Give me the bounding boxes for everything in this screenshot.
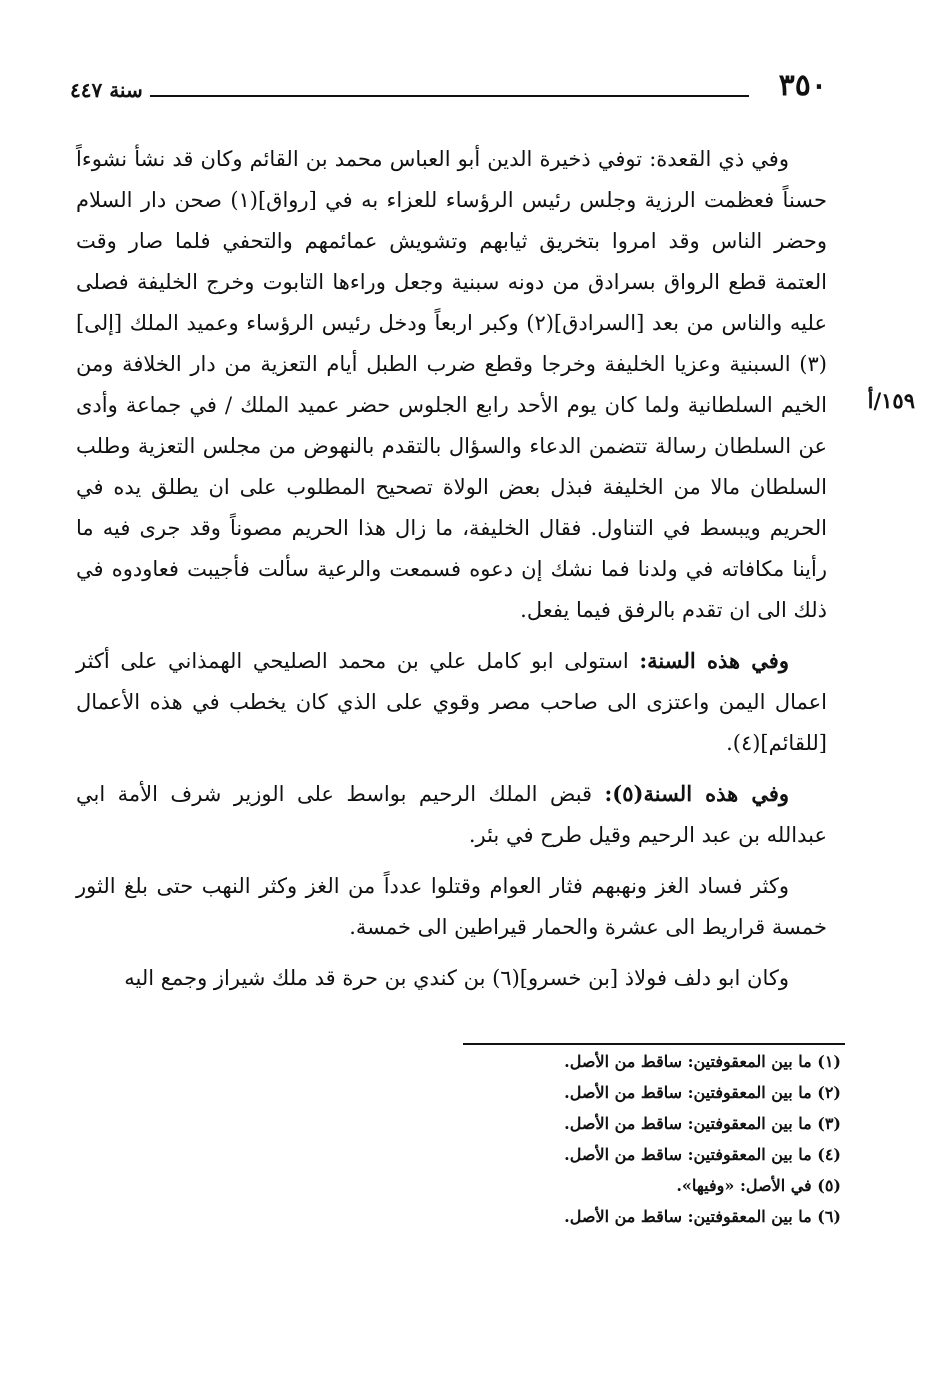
header-rule [150, 95, 749, 97]
paragraph-lead: وفي هذه السنة: [639, 648, 789, 673]
paragraph-text: قبض الملك الرحيم بواسط على الوزير شرف الأمة ابي عبدالله بن عبد الرحيم وقيل طرح في بئر. [76, 782, 827, 847]
main-text [76, 138, 827, 999]
paragraph-4 [76, 865, 827, 948]
footnote-5: (٥) في الأصل: «وفيها». [676, 1176, 841, 1195]
footnote-2: (٢) ما بين المعقوفتين: ساقط من الأصل. [564, 1083, 841, 1102]
paragraph-2 [76, 640, 827, 764]
footnote-6: (٦) ما بين المعقوفتين: ساقط من الأصل. [564, 1207, 841, 1226]
footnote-4: (٤) ما بين المعقوفتين: ساقط من الأصل. [564, 1145, 841, 1164]
paragraph-lead: وفي هذه السنة(٥): [604, 781, 790, 806]
paragraph-text: وكان ابو دلف فولاذ [بن خسرو](٦) بن كندي بن حرة قد ملك شيراز وجمع اليه [124, 966, 789, 990]
running-header [70, 68, 827, 108]
paragraph-text: وكثر فساد الغز ونهبهم فثار العوام وقتلوا عدداً من الغز وكثر النهب حتى بلغ الثور خمسة قراريط الى عشرة والحمار قيراطين الى خمسة. [76, 874, 827, 939]
page-number: ٣٥٠ [778, 68, 827, 103]
footnotes [421, 1046, 841, 1232]
footnote-1: (١) ما بين المعقوفتين: ساقط من الأصل. [564, 1052, 841, 1071]
footnote-rule [463, 1043, 845, 1045]
paragraph-5 [76, 957, 827, 999]
paragraph-text: وفي ذي القعدة: توفي ذخيرة الدين أبو العباس محمد بن القائم وكان قد نشأ نشوءاً حسناً فعظمت الرزية وجلس رئيس الرؤساء للعزاء به في [رواق](١) صحن دار السلام وحضر الناس وقد امروا بتخريق ثيابهم وتشويش عمائمهم والتحفي فلما صار وقت العتمة قطع الرواق بسرادق من دونه سبنية وجعل وراءها التابوت وخرج الخليفة فصلى عليه والناس من بعد [السرادق](٢) وكبر اربعاً ودخل رئيس الرؤساء وعميد الملك [إلى](٣) السبنية وعزيا الخليفة وخرجا وقطع ضرب الطبل أيام التعزية من دار الخلافة ومن الخيم السلطانية ولما كان يوم الأحد رابع الجلوس حضر عميد الملك / في جماعة وأدى عن السلطان رسالة تتضمن الدعاء والسؤال بالتقدم بالنهوض من مجلس التعزية وطلب السلطان مالا من الخليفة فبذل بعض الولاة تصحيح المطلوب على ان يطلق يده في الحريم ويبسط في التناول. فقال الخليفة، ما زال هذا الحريم مصوناً وقد جرى فيه ما رأينا مكافاته في ولدنا فما نشك إن دعوه فسمعت والرعية سألت فأجيبت فعاودوه في ذلك الى ان تقدم بالرفق فيما يفعل. [76, 147, 828, 622]
paragraph-1 [76, 138, 827, 631]
manuscript-folio-marker: ١٥٩/أ [867, 388, 915, 413]
footnote-3: (٣) ما بين المعقوفتين: ساقط من الأصل. [564, 1114, 841, 1133]
paragraph-text: استولى ابو كامل علي بن محمد الصليحي الهمذاني على أكثر اعمال اليمن واعتزى الى صاحب مصر وقوي على الذي كان يخطب في هذه الأعمال [للقائم](٤). [76, 649, 827, 755]
year-label: سنة ٤٤٧ [70, 78, 143, 102]
paragraph-3 [76, 773, 827, 856]
